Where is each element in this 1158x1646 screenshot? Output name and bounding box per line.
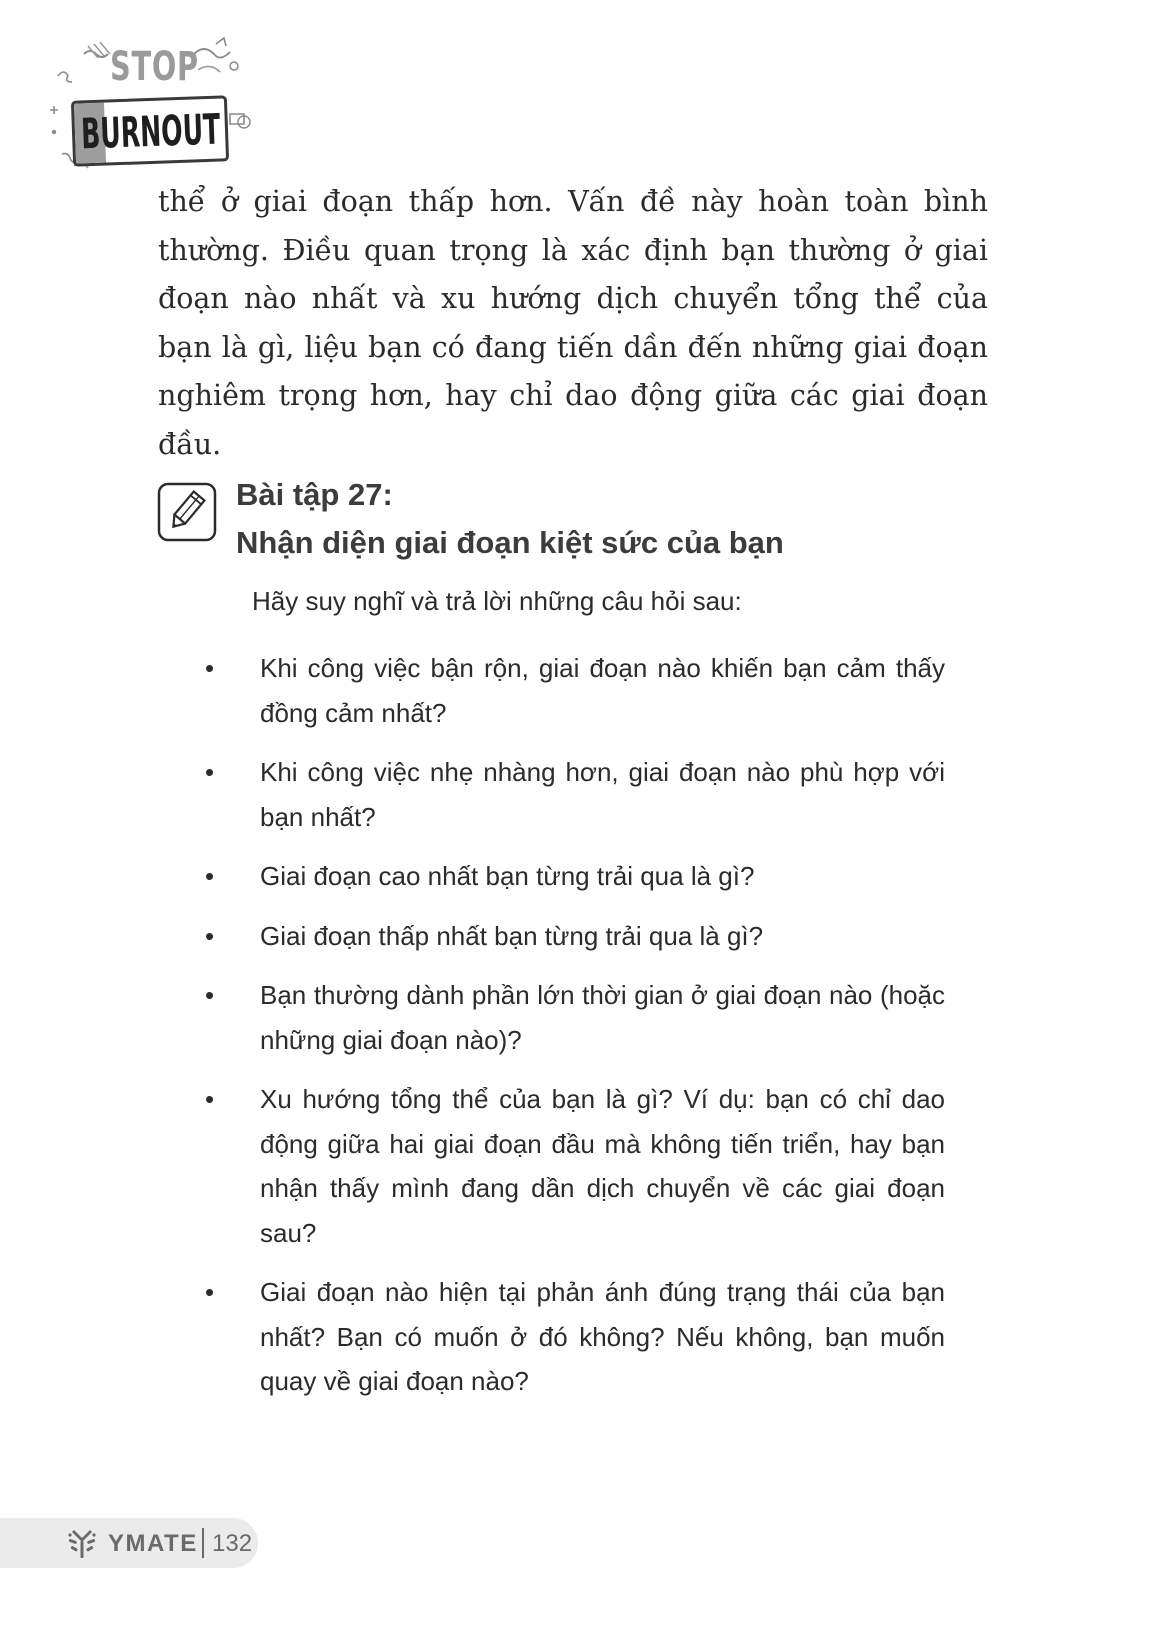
exercise-title <box>236 471 996 567</box>
stop-burnout-logo <box>44 36 274 186</box>
logo-burnout-box <box>71 95 229 166</box>
bullet-icon: • <box>205 920 215 951</box>
list-item: • Giai đoạn nào hiện tại phản ánh đúng trạng thái của bạn nhất? Bạn có muốn ở đó không? Nếu không, bạn muốn quay về giai đoạn nào? <box>205 1270 945 1404</box>
question-list <box>205 646 945 1419</box>
exercise-prompt: Hãy suy nghĩ và trả lời những câu hỏi sau: <box>252 586 742 616</box>
ymate-logo-icon <box>66 1528 98 1560</box>
list-item: • Giai đoạn thấp nhất bạn từng trải qua là gì? <box>205 914 945 959</box>
page-number: 132 <box>212 1530 253 1557</box>
footer-divider <box>202 1528 204 1558</box>
exercise-name: Nhận diện giai đoạn kiệt sức của bạn <box>236 525 784 560</box>
bullet-icon: • <box>205 1277 215 1307</box>
exercise-number: Bài tập 27: <box>236 477 393 512</box>
pencil-icon <box>157 482 217 542</box>
list-item: • Bạn thường dành phần lớn thời gian ở giai đoạn nào (hoặc những giai đoạn nào)? <box>205 973 945 1062</box>
bullet-icon: • <box>205 757 215 787</box>
bullet-icon: • <box>205 861 215 891</box>
bullet-icon: • <box>205 1084 215 1114</box>
intro-paragraph: thể ở giai đoạn thấp hơn. Vấn đề này hoàn toàn bình thường. Điều quan trọng là xác định bạn thường ở giai đoạn nào nhất và xu hướng dịch chuyển tổng thể của bạn là gì, liệu bạn có đang tiến dần đến những giai đoạn nghiêm trọng hơn, hay chỉ dao động giữa các giai đoạn đầu. <box>158 185 988 461</box>
logo-burnout-text: BURNOUT <box>80 104 222 159</box>
logo-stop-text: STOP <box>110 44 199 90</box>
list-item: • Khi công việc nhẹ nhàng hơn, giai đoạn nào phù hợp với bạn nhất? <box>205 750 945 839</box>
list-item: • Giai đoạn cao nhất bạn từng trải qua là gì? <box>205 854 945 899</box>
bullet-icon: • <box>205 980 215 1010</box>
list-item: • Xu hướng tổng thể của bạn là gì? Ví dụ: bạn có chỉ dao động giữa hai giai đoạn đầu mà không tiến triển, hay bạn nhận thấy mình đang dần dịch chuyển về các giai đoạn sau? <box>205 1077 945 1255</box>
footer-brand: YMATE <box>108 1530 198 1557</box>
list-item: • Khi công việc bận rộn, giai đoạn nào khiến bạn cảm thấy đồng cảm nhất? <box>205 646 945 735</box>
bullet-icon: • <box>205 653 215 683</box>
